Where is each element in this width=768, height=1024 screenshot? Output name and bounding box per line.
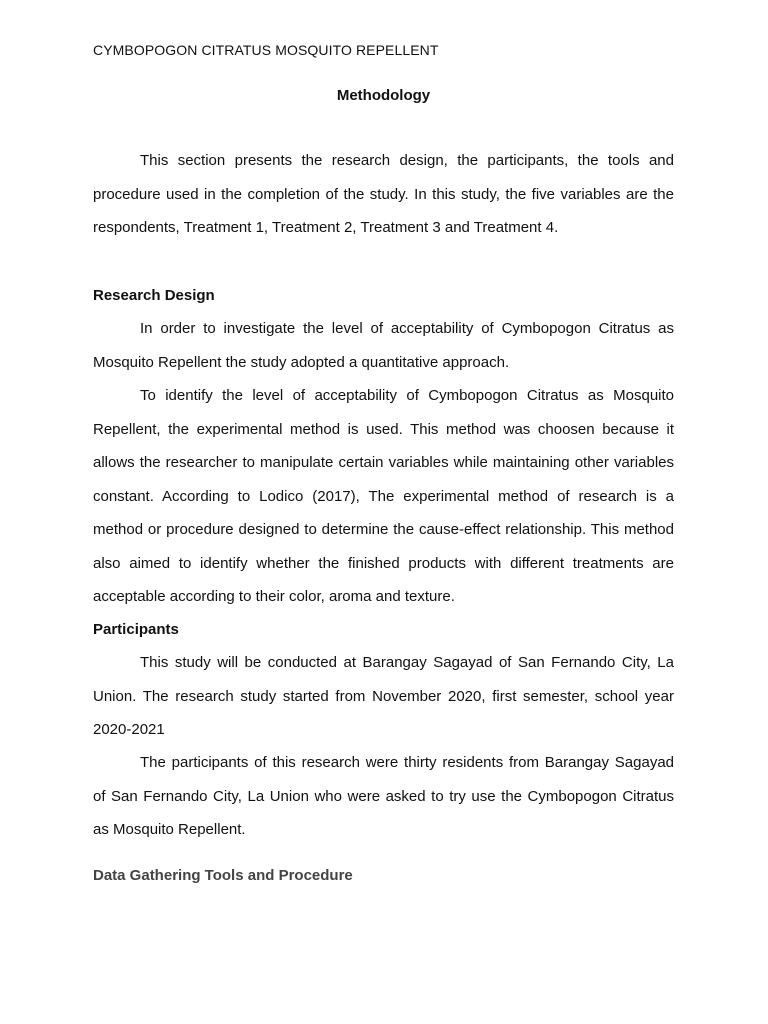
participants-paragraph-1: This study will be conducted at Barangay Sagayad of San Fernando City, La Union. The research study started from November 2020, first semester, school year 2020-2021 [93,654,674,738]
research-design-paragraph-2: To identify the level of acceptability of Cymbopogon Citratus as Mosquito Repellent, the experimental method is used. This method was choosen because it allows the researcher to manipulate certain variables while maintaining other variables constant. According to Lodico (2017), The experimental method of research is a method or procedure designed to determine the cause-effect relationship. This method also aimed to identify whether the finished products with different treatments are acceptable according to their color, aroma and texture. [93,387,674,605]
page-title: Methodology [336,87,431,104]
running-head: CYMBOPOGON CITRATUS MOSQUITO REPELLENT [93,42,439,58]
intro-paragraph: This section presents the research design, the participants, the tools and procedure used in the completion of the study. In this study, the five variables are the respondents, Treatment 1, Treatment 2, Treatment 3 and Treatment 4. [93,152,674,236]
research-design-heading: Research Design [93,287,215,304]
data-gathering-heading: Data Gathering Tools and Procedure [93,867,353,884]
research-design-paragraph-1: In order to investigate the level of acceptability of Cymbopogon Citratus as Mosquito Repellent the study adopted a quantitative approach. [93,320,674,371]
participants-paragraph-2: The participants of this research were thirty residents from Barangay Sagayad of San Fernando City, La Union who were asked to try use the Cymbopogon Citratus as Mosquito Repellent. [93,754,674,838]
participants-heading: Participants [93,621,179,638]
